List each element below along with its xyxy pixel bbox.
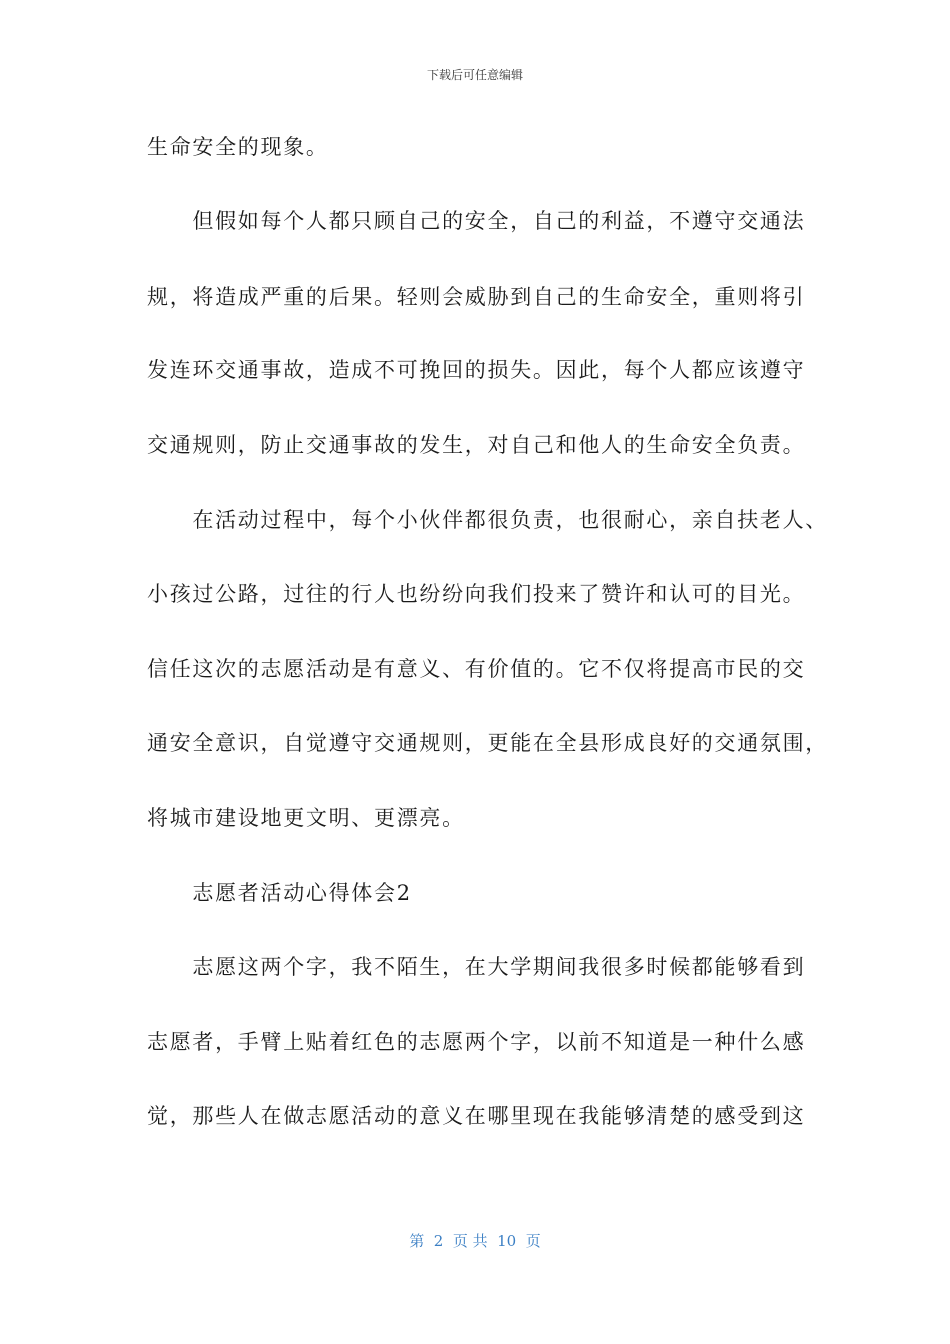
text-line: 志愿者，手臂上贴着红色的志愿两个字，以前不知道是一种什么感 [147, 1030, 806, 1054]
text-line: 觉，那些人在做志愿活动的意义在哪里现在我能够清楚的感受到这 [147, 1104, 806, 1128]
section-heading: 志愿者活动心得体会2 [147, 881, 412, 905]
text-line: 但假如每个人都只顾自己的安全，自己的利益，不遵守交通法 [147, 209, 806, 233]
text-line: 规，将造成严重的后果。轻则会威胁到自己的生命安全，重则将引 [147, 285, 806, 309]
header-note: 下载后可任意编辑 [426, 68, 523, 82]
text-line: 通安全意识，自觉遵守交通规则，更能在全县形成良好的交通氛围， [147, 731, 828, 755]
page-number-footer: 第 2 页 共 10 页 [409, 1232, 541, 1250]
text-line: 交通规则，防止交通事故的发生，对自己和他人的生命安全负责。 [147, 433, 806, 457]
text-line: 小孩过公路，过往的行人也纷纷向我们投来了赞许和认可的目光。 [147, 582, 806, 606]
text-line: 信任这次的志愿活动是有意义、有价值的。它不仅将提高市民的交 [147, 657, 806, 681]
text-line: 将城市建设地更文明、更漂亮。 [147, 806, 465, 830]
text-line: 在活动过程中，每个小伙伴都很负责，也很耐心，亲自扶老人、 [147, 508, 828, 532]
text-line: 生命安全的现象。 [147, 135, 329, 159]
text-line: 志愿这两个字，我不陌生，在大学期间我很多时候都能够看到 [147, 955, 806, 979]
text-line: 发连环交通事故，造成不可挽回的损失。因此，每个人都应该遵守 [147, 358, 806, 382]
